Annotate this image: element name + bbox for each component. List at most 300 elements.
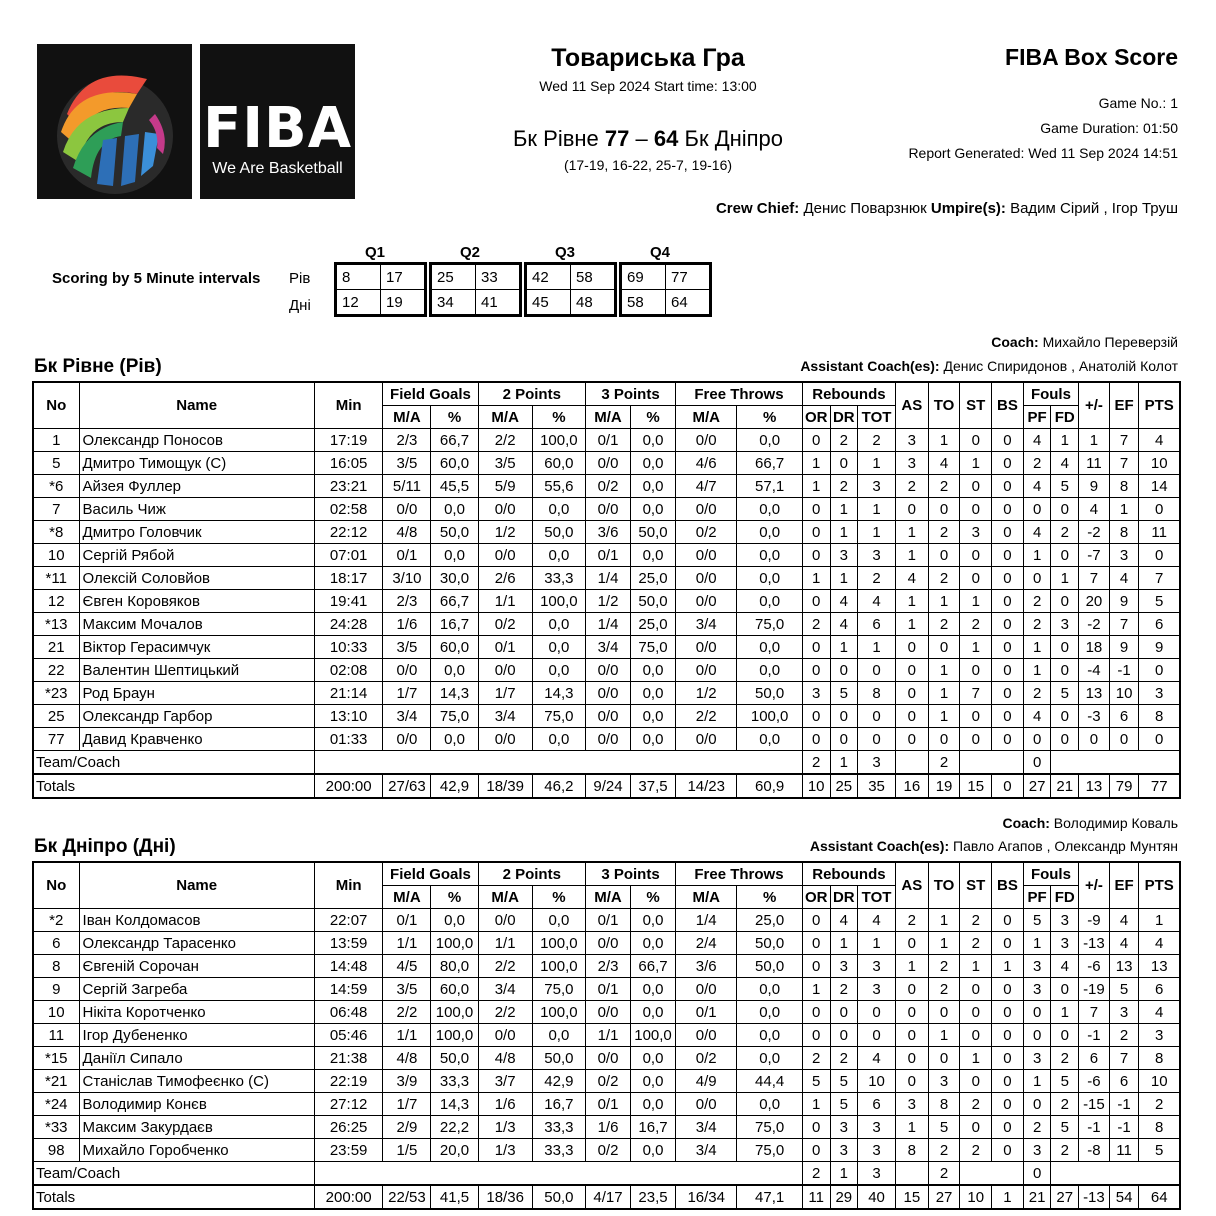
stat-cell: 0/0 <box>478 659 532 682</box>
stat-cell: 7 <box>1109 613 1139 636</box>
stat-cell: 0,0 <box>631 475 676 498</box>
stat-cell: 0 <box>992 1116 1024 1139</box>
stat-cell: 0,0 <box>737 567 802 590</box>
col-rebounds-header: Rebounds <box>802 382 895 406</box>
stat-cell: 0,0 <box>631 429 676 452</box>
stat-cell: 60,0 <box>532 452 585 475</box>
sub-header-ma: M/A <box>383 886 431 909</box>
stat-cell: 1 <box>960 636 992 659</box>
col-rebounds-header: Rebounds <box>802 862 895 886</box>
stat-cell: 0 <box>802 909 830 932</box>
stat-cell: 1/7 <box>478 682 532 705</box>
stat-cell: 50,0 <box>532 521 585 544</box>
stat-cell: 0 <box>1023 1001 1051 1024</box>
stat-cell: 13 <box>1139 955 1180 978</box>
total-cell: 18/39 <box>478 774 532 798</box>
player-row <box>33 452 1180 475</box>
sub-header-pct: % <box>532 406 585 429</box>
player-row <box>33 682 1180 705</box>
stat-cell: 10 <box>1139 1070 1180 1093</box>
stat-cell: 6 <box>1109 1070 1139 1093</box>
stat-cell: 7 <box>1109 429 1139 452</box>
stat-cell: *24 <box>33 1093 79 1116</box>
team-or: 2 <box>802 1162 830 1186</box>
player-row <box>33 636 1180 659</box>
stat-cell: 3 <box>1023 1047 1051 1070</box>
stat-cell: 75,0 <box>737 613 802 636</box>
stat-cell: 0/2 <box>585 475 630 498</box>
stat-cell: 0,0 <box>431 544 478 567</box>
away-team-title: Бк Дніпро (Дні) <box>34 836 176 857</box>
stat-cell: 44,4 <box>737 1070 802 1093</box>
team-coach-row <box>33 751 1180 775</box>
stat-cell: 0/0 <box>676 728 737 751</box>
stat-cell: 22:19 <box>314 1070 383 1093</box>
stat-cell: 0,0 <box>737 429 802 452</box>
stat-cell: *23 <box>33 682 79 705</box>
coach-label: Coach: <box>1002 815 1050 831</box>
stat-cell: 20,0 <box>431 1139 478 1162</box>
fiba-tagline: We Are Basketball <box>212 160 343 177</box>
stat-cell: 2 <box>1139 1093 1180 1116</box>
total-cell: 27 <box>1023 774 1051 798</box>
col-st-header: ST <box>960 382 992 429</box>
stat-cell: 1 <box>992 955 1024 978</box>
stat-cell: 0/1 <box>585 544 630 567</box>
stat-cell: 3 <box>830 955 858 978</box>
stat-cell: 3/5 <box>383 452 431 475</box>
total-cell: 27 <box>1051 1185 1079 1209</box>
stat-cell: 1 <box>1079 429 1110 452</box>
stat-cell: 0/0 <box>585 682 630 705</box>
interval-score: 58 <box>571 265 615 290</box>
stat-cell: 0/0 <box>585 932 630 955</box>
total-cell: 4/17 <box>585 1185 630 1209</box>
stat-cell: 4 <box>1139 1001 1180 1024</box>
away-score: 64 <box>653 126 679 151</box>
stat-cell: 2 <box>928 521 960 544</box>
stat-cell: 0/0 <box>585 1047 630 1070</box>
stat-cell: 100,0 <box>431 1001 478 1024</box>
player-row <box>33 1116 1180 1139</box>
stat-cell: 2/2 <box>478 1001 532 1024</box>
stat-cell: 1/2 <box>585 590 630 613</box>
coach-name: Володимир Коваль <box>1053 815 1178 831</box>
total-cell: 79 <box>1109 774 1139 798</box>
empty-cell <box>1051 1162 1180 1186</box>
stat-cell: 3/4 <box>478 705 532 728</box>
stat-cell: 1 <box>1023 636 1051 659</box>
stat-cell: 17:19 <box>314 429 383 452</box>
stat-cell: 50,0 <box>532 1047 585 1070</box>
home-team-name: Бк Рівне <box>512 126 599 151</box>
stat-cell: 0/0 <box>676 429 737 452</box>
stat-cell: 3 <box>858 955 896 978</box>
interval-score: 41 <box>476 290 520 315</box>
stat-cell: 4 <box>1051 452 1079 475</box>
stat-cell: 2 <box>960 909 992 932</box>
stat-cell: 0 <box>1023 1024 1051 1047</box>
stat-cell: 0 <box>1023 1093 1051 1116</box>
col-min-header: Min <box>314 862 383 909</box>
stat-cell: 0,0 <box>631 659 676 682</box>
stat-cell: 100,0 <box>532 955 585 978</box>
stat-cell: 75,0 <box>532 978 585 1001</box>
stat-cell: 50,0 <box>737 932 802 955</box>
stat-cell: 5/9 <box>478 475 532 498</box>
stat-cell: 4 <box>858 909 896 932</box>
stat-cell: 0 <box>992 429 1024 452</box>
col-fouls-header: Fouls <box>1023 382 1078 406</box>
stat-cell: 2 <box>928 1139 960 1162</box>
col-bs-header: BS <box>992 862 1024 909</box>
stat-cell: 10 <box>33 1001 79 1024</box>
stat-cell: 50,0 <box>631 521 676 544</box>
stat-cell: 2 <box>960 1139 992 1162</box>
stat-cell: 0/0 <box>585 498 630 521</box>
stat-cell: 0 <box>1051 705 1079 728</box>
stat-cell: 1 <box>830 498 858 521</box>
sub-header-pct: % <box>631 886 676 909</box>
stat-cell: 0,0 <box>737 659 802 682</box>
stat-cell: 0 <box>802 1139 830 1162</box>
stat-cell: 4 <box>895 567 928 590</box>
stat-cell: 6 <box>33 932 79 955</box>
stat-cell: 0,0 <box>532 636 585 659</box>
stat-cell: 8 <box>1109 475 1139 498</box>
stat-cell: 0/1 <box>585 978 630 1001</box>
stat-cell: 0/0 <box>676 659 737 682</box>
stat-cell: 6 <box>1139 613 1180 636</box>
stat-cell: 0 <box>992 613 1024 636</box>
quarter-scores: (17-19, 16-22, 25-7, 19-16) <box>563 157 733 173</box>
stat-cell: 0/2 <box>676 521 737 544</box>
stat-cell: 1/6 <box>383 613 431 636</box>
stat-cell: 75,0 <box>737 1116 802 1139</box>
assistant-names: Денис Спиридонов , Анатолій Колот <box>943 358 1178 374</box>
stat-cell: 0,0 <box>631 498 676 521</box>
stat-cell: 16:05 <box>314 452 383 475</box>
stat-cell: 0 <box>1139 728 1180 751</box>
stat-cell: 0 <box>1051 498 1079 521</box>
stat-cell: 5 <box>1051 682 1079 705</box>
stat-cell: 0 <box>992 498 1024 521</box>
stat-cell: 0 <box>1023 498 1051 521</box>
stat-cell: 0,0 <box>631 1001 676 1024</box>
stat-cell: 1/2 <box>478 521 532 544</box>
stat-cell: 0 <box>992 659 1024 682</box>
intervals-label: Scoring by 5 Minute intervals <box>52 270 261 287</box>
stat-cell: 02:08 <box>314 659 383 682</box>
stat-cell: 55,6 <box>532 475 585 498</box>
sub-header-tot: TOT <box>858 406 896 429</box>
interval-score: 25 <box>432 265 476 290</box>
stat-cell: 0 <box>830 1001 858 1024</box>
stat-cell: 10:33 <box>314 636 383 659</box>
player-row <box>33 932 1180 955</box>
sub-header-tot: TOT <box>858 886 896 909</box>
stat-cell: 0/0 <box>676 590 737 613</box>
stat-cell: 0 <box>928 1001 960 1024</box>
stat-cell: 25 <box>33 705 79 728</box>
stat-cell: 0 <box>992 1093 1024 1116</box>
stat-cell: 0,0 <box>737 728 802 751</box>
player-row <box>33 909 1180 932</box>
stat-cell: 3 <box>858 475 896 498</box>
player-row <box>33 590 1180 613</box>
stat-cell: 4 <box>1079 498 1110 521</box>
basketball-logo-icon <box>37 44 192 199</box>
stat-cell: 1 <box>1109 498 1139 521</box>
col-3-points-header: 3 Points <box>585 862 675 886</box>
sub-header-pct: % <box>737 406 802 429</box>
col-no-header: No <box>33 862 79 909</box>
stat-cell: 0,0 <box>431 498 478 521</box>
sub-header-pct: % <box>431 406 478 429</box>
stat-cell: 0 <box>960 1116 992 1139</box>
stat-cell: 2 <box>1109 1024 1139 1047</box>
stat-cell: 0,0 <box>631 544 676 567</box>
stat-cell: 13:59 <box>314 932 383 955</box>
stat-cell: 2 <box>928 475 960 498</box>
stat-cell: 4/8 <box>383 521 431 544</box>
stat-cell: 1 <box>928 932 960 955</box>
total-cell: 10 <box>960 1185 992 1209</box>
stat-cell: 33,3 <box>431 1070 478 1093</box>
player-name: Ігор Дубененко <box>79 1024 314 1047</box>
stat-cell: 0 <box>895 705 928 728</box>
stat-cell: 18:17 <box>314 567 383 590</box>
stat-cell: 3 <box>802 682 830 705</box>
interval-score: 77 <box>666 265 710 290</box>
sub-header-fd: FD <box>1051 406 1079 429</box>
empty-cell <box>314 1162 802 1186</box>
total-cell: 10 <box>802 774 830 798</box>
total-cell: 15 <box>960 774 992 798</box>
stat-cell: 1 <box>1023 1070 1051 1093</box>
stat-cell: 5 <box>1023 909 1051 932</box>
stat-cell: 11 <box>1139 521 1180 544</box>
stat-cell: 0 <box>830 705 858 728</box>
total-cell: -13 <box>1079 1185 1110 1209</box>
stat-cell: 0 <box>928 498 960 521</box>
player-name: Станіслав Тимофеєнко (C) <box>79 1070 314 1093</box>
player-row <box>33 429 1180 452</box>
interval-team-home: Рів <box>289 270 311 287</box>
stat-cell: 0 <box>895 636 928 659</box>
stat-cell: 0 <box>960 728 992 751</box>
team-dr: 1 <box>830 1162 858 1186</box>
player-name: Дмитро Головчик <box>79 521 314 544</box>
col-to-header: TO <box>928 862 960 909</box>
stat-cell: 1/1 <box>478 932 532 955</box>
stat-cell: 1 <box>858 452 896 475</box>
stat-cell: 0 <box>1139 544 1180 567</box>
interval-box-q3 <box>524 262 617 317</box>
stat-cell: 0 <box>802 636 830 659</box>
stat-cell: 3/4 <box>585 636 630 659</box>
stat-cell: 5 <box>1051 1070 1079 1093</box>
stat-cell: 3 <box>830 1139 858 1162</box>
total-cell: 16/34 <box>676 1185 737 1209</box>
stat-cell: 3 <box>960 521 992 544</box>
stat-cell: 0 <box>1109 728 1139 751</box>
stat-cell: 1/6 <box>478 1093 532 1116</box>
stat-cell: 0,0 <box>631 932 676 955</box>
stat-cell: 4 <box>858 590 896 613</box>
interval-q2: Q2 <box>459 244 480 261</box>
stat-cell: 0/0 <box>585 659 630 682</box>
stat-cell: 05:46 <box>314 1024 383 1047</box>
stat-cell: 0,0 <box>532 613 585 636</box>
interval-q1: Q1 <box>364 244 385 261</box>
stat-cell: 1 <box>895 521 928 544</box>
stat-cell: 3/4 <box>676 613 737 636</box>
sub-header-pct: % <box>532 886 585 909</box>
stat-cell: 0 <box>992 636 1024 659</box>
stat-cell: 0/0 <box>585 705 630 728</box>
stat-cell: 66,7 <box>431 429 478 452</box>
stat-cell: 2 <box>1023 590 1051 613</box>
stat-cell: 4 <box>1139 932 1180 955</box>
stat-cell: 1/1 <box>585 1024 630 1047</box>
totals-label: Totals <box>33 774 314 798</box>
stat-cell: 0/0 <box>585 452 630 475</box>
player-row <box>33 521 1180 544</box>
col-as-header: AS <box>895 862 928 909</box>
stat-cell: 0 <box>895 498 928 521</box>
stat-cell: 0/0 <box>676 567 737 590</box>
stat-cell: -2 <box>1079 613 1110 636</box>
total-cell: 29 <box>830 1185 858 1209</box>
stat-cell: -1 <box>1079 1116 1110 1139</box>
stat-cell: 0/0 <box>478 498 532 521</box>
stat-cell: 3 <box>830 544 858 567</box>
stat-cell: 11 <box>1079 452 1110 475</box>
stat-cell: 0,0 <box>737 521 802 544</box>
stat-cell: 3 <box>1139 682 1180 705</box>
stat-cell: 24:28 <box>314 613 383 636</box>
stat-cell: 22:12 <box>314 521 383 544</box>
total-cell: 9/24 <box>585 774 630 798</box>
player-row <box>33 705 1180 728</box>
stat-cell: 10 <box>858 1070 896 1093</box>
stat-cell: 3 <box>1051 909 1079 932</box>
stat-cell: 0,0 <box>737 636 802 659</box>
empty-cell <box>314 751 802 775</box>
game-date: Wed 11 Sep 2024 Start time: 13:00 <box>539 78 757 94</box>
stat-cell: 3/10 <box>383 567 431 590</box>
stat-cell: 9 <box>1109 636 1139 659</box>
team-pf: 0 <box>1023 751 1051 775</box>
team-or: 2 <box>802 751 830 775</box>
interval-box-q2 <box>429 262 522 317</box>
player-row <box>33 1139 1180 1162</box>
player-row <box>33 475 1180 498</box>
stat-cell: 0,0 <box>532 909 585 932</box>
stat-cell: 0,0 <box>532 728 585 751</box>
home-team-title: Бк Рівне (Рів) <box>34 356 162 377</box>
total-cell: 50,0 <box>532 1185 585 1209</box>
player-name: Євгеній Сорочан <box>79 955 314 978</box>
stat-cell: -6 <box>1079 1070 1110 1093</box>
stat-cell: 4/8 <box>478 1047 532 1070</box>
interval-q4: Q4 <box>649 244 670 261</box>
interval-q3: Q3 <box>554 244 575 261</box>
stat-cell: 5 <box>830 682 858 705</box>
stat-cell: 0 <box>960 567 992 590</box>
stat-cell: 1 <box>858 498 896 521</box>
team-to: 2 <box>928 1162 960 1186</box>
stat-cell: *6 <box>33 475 79 498</box>
stat-cell: 0 <box>858 1024 896 1047</box>
stat-cell: 4 <box>830 613 858 636</box>
away-coach <box>1002 815 1178 831</box>
stat-cell: 22:07 <box>314 909 383 932</box>
stat-cell: 0 <box>895 1070 928 1093</box>
stat-cell: 2 <box>830 978 858 1001</box>
stat-cell: 5 <box>33 452 79 475</box>
stat-cell: 2 <box>858 567 896 590</box>
stat-cell: 0 <box>992 475 1024 498</box>
stat-cell: 0 <box>802 955 830 978</box>
total-cell: 25 <box>830 774 858 798</box>
officials-line <box>716 200 1178 217</box>
stat-cell: 2 <box>1051 1139 1079 1162</box>
stat-cell: 0 <box>858 659 896 682</box>
stat-cell: 0/0 <box>676 1093 737 1116</box>
player-name: Олександр Гарбор <box>79 705 314 728</box>
stat-cell: 4 <box>1023 705 1051 728</box>
stat-cell: 3/4 <box>676 1139 737 1162</box>
team-pf: 0 <box>1023 1162 1051 1186</box>
stat-cell: 0,0 <box>631 1047 676 1070</box>
stat-cell: 3/5 <box>478 452 532 475</box>
stat-cell: 6 <box>858 1093 896 1116</box>
stat-cell: 0 <box>1051 978 1079 1001</box>
stat-cell: 0 <box>992 932 1024 955</box>
empty-cell <box>960 751 1023 775</box>
stat-cell: 7 <box>1109 1047 1139 1070</box>
stat-cell: 0/0 <box>676 978 737 1001</box>
stat-cell: 14,3 <box>431 1093 478 1116</box>
stat-cell: *2 <box>33 909 79 932</box>
stat-cell: 0 <box>1139 498 1180 521</box>
stat-cell: 66,7 <box>737 452 802 475</box>
stat-cell: 0/1 <box>676 1001 737 1024</box>
stat-cell: 1 <box>928 590 960 613</box>
player-name: Даніїл Сипало <box>79 1047 314 1070</box>
stat-cell: 4/5 <box>383 955 431 978</box>
stat-cell: 1 <box>802 978 830 1001</box>
stat-cell: 1/4 <box>676 909 737 932</box>
assistant-label: Assistant Coach(es): <box>809 838 950 854</box>
sub-header-pf: PF <box>1023 406 1051 429</box>
stat-cell: 4/6 <box>676 452 737 475</box>
stat-cell: 3/5 <box>383 978 431 1001</box>
sub-header-or: OR <box>802 406 830 429</box>
stat-cell: 1 <box>1051 567 1079 590</box>
stat-cell: 0 <box>1051 659 1079 682</box>
stat-cell: 0 <box>992 544 1024 567</box>
stat-cell: 1/3 <box>478 1116 532 1139</box>
stat-cell: 3 <box>1051 932 1079 955</box>
stat-cell: 75,0 <box>532 705 585 728</box>
sub-header-pct: % <box>431 886 478 909</box>
stat-cell: 0/0 <box>383 498 431 521</box>
player-row <box>33 1093 1180 1116</box>
stat-cell: 7 <box>1109 452 1139 475</box>
